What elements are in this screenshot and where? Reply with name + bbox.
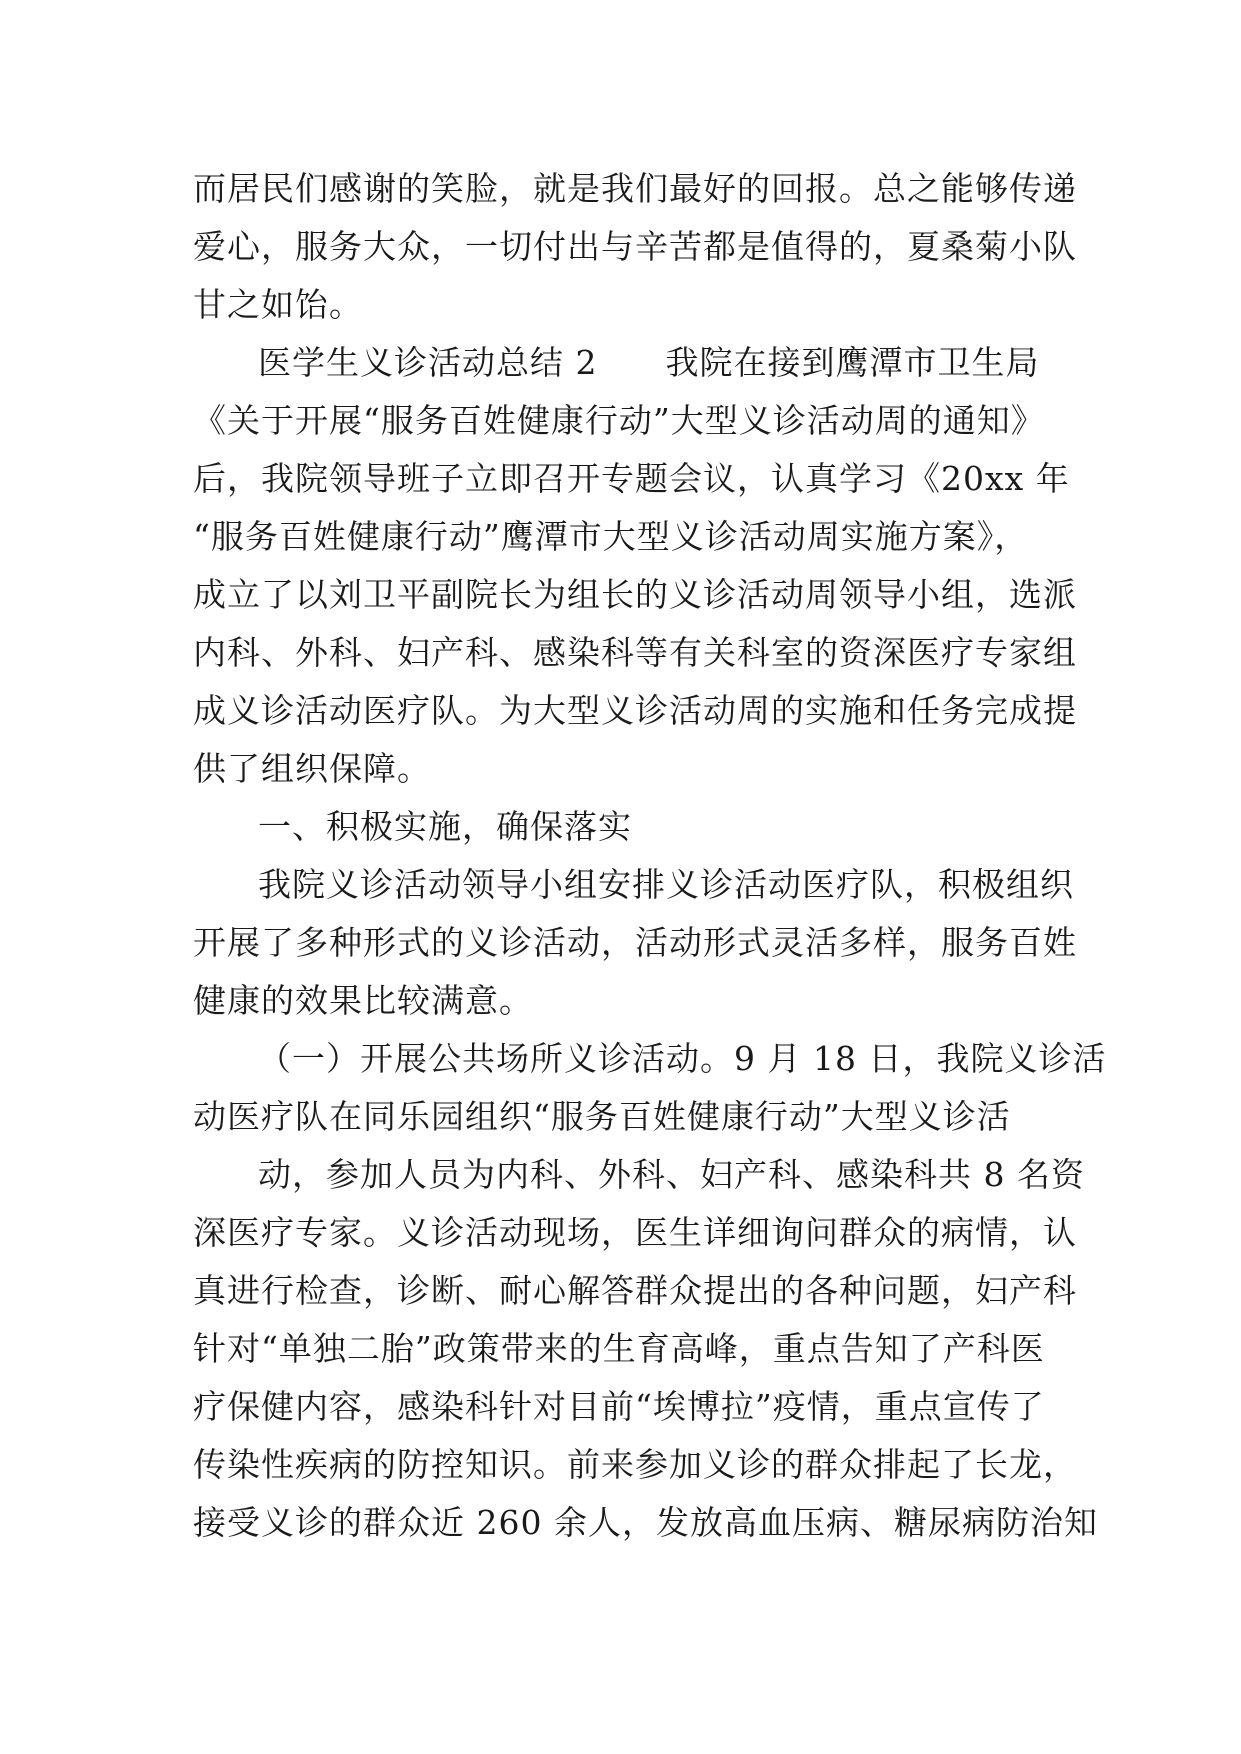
text-line: 而居民们感谢的笑脸，就是我们最好的回报。总之能够传递 xyxy=(193,169,1077,208)
text-line: 开展了多种形式的义诊活动，活动形式灵活多样，服务百姓 xyxy=(193,923,1077,962)
text-line: 接受义诊的群众近 260 余人，发放高血压病、糖尿病防治知 xyxy=(193,1503,1098,1542)
text-line: 后，我院领导班子立即召开专题会议，认真学习《20xx 年 xyxy=(193,459,1070,498)
text-line: “服务百姓健康行动”鹰潭市大型义诊活动周实施方案》， xyxy=(193,517,1029,556)
text-line: 内科、外科、妇产科、感染科等有关科室的资深医疗专家组 xyxy=(193,633,1077,672)
text-line: 动医疗队在同乐园组织“服务百姓健康行动”大型义诊活 xyxy=(193,1097,1011,1136)
text-line: 成立了以刘卫平副院长为组长的义诊活动周领导小组，选派 xyxy=(193,575,1077,614)
text-line: （一）开展公共场所义诊活动。9 月 18 日，我院义诊活 xyxy=(258,1039,1107,1078)
text-line: 动，参加人员为内科、外科、妇产科、感染科共 8 名资 xyxy=(258,1155,1085,1194)
text-line: 供了组织保障。 xyxy=(193,749,431,788)
text-line: 《关于开展“服务百姓健康行动”大型义诊活动周的通知》 xyxy=(193,401,1045,440)
text-line: 真进行检查，诊断、耐心解答群众提出的各种问题，妇产科 xyxy=(193,1271,1077,1310)
text-line: 成义诊活动医疗队。为大型义诊活动周的实施和任务完成提 xyxy=(193,691,1077,730)
text-line: 健康的效果比较满意。 xyxy=(193,981,533,1020)
text-line: 针对“单独二胎”政策带来的生育高峰，重点告知了产科医 xyxy=(193,1329,1045,1368)
text-line: 爱心，服务大众，一切付出与辛苦都是值得的，夏桑菊小队 xyxy=(193,227,1077,266)
subheading-line: 一、积极实施，确保落实 xyxy=(258,807,632,846)
text-line: 甘之如饴。 xyxy=(193,285,363,324)
text-line: 我院义诊活动领导小组安排义诊活动医疗队，积极组织 xyxy=(258,865,1074,904)
text-line: 疗保健内容，感染科针对目前“埃博拉”疫情，重点宣传了 xyxy=(193,1387,1045,1426)
text-line: 传染性疾病的防控知识。前来参加义诊的群众排起了长龙， xyxy=(193,1445,1077,1484)
section-heading-line: 医学生义诊活动总结 2 我院在接到鹰潭市卫生局 xyxy=(258,343,1040,382)
text-line: 深医疗专家。义诊活动现场，医生详细询问群众的病情，认 xyxy=(193,1213,1077,1252)
